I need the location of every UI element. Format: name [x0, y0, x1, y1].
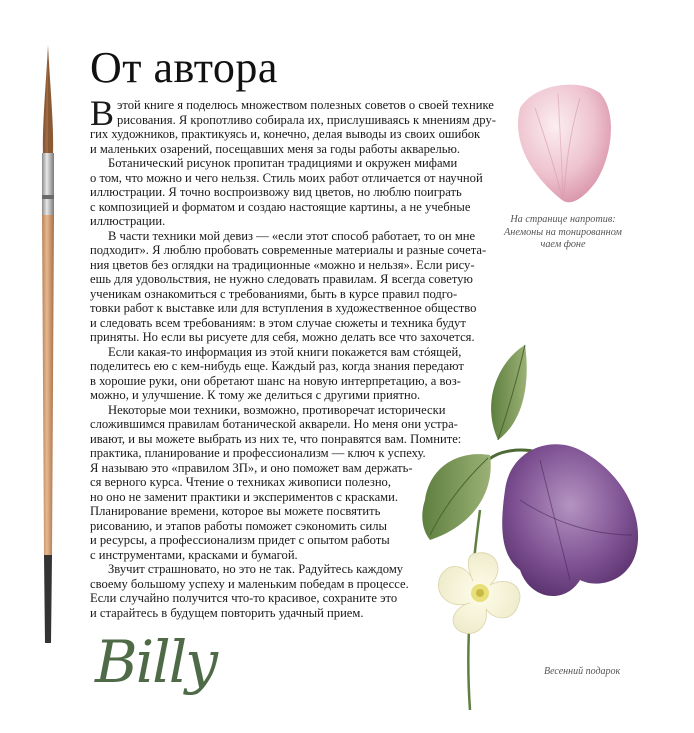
flowers-caption: Весенний подарок	[544, 666, 621, 677]
paragraph-5: Некоторые мои техники, возможно, противоречат исторически сложившимся правилам ботанической акварели. Но меня они устра- ивают, и вы можете выбрать из них те, что понравятся вам. Помните: практика, планирование и профессионализм — ключ к успеху. Я называю это «правилом 3П», и оно поможет вам держать- ся верного курса. Чтение о техниках живописи полезно, но оно не заменит практики и экспериментов с красками. Планирование времени, которое вы можете посвятить рисованию, и этапов работы поможет сэкономить силы и ресурсы, а профессионализм придет с опытом работы с инструментами, красками и бумагой.	[90, 402, 462, 562]
anemone-petal-illustration	[500, 78, 620, 208]
paragraph-2: Ботанический рисунок пропитан традициями и окружен мифами о том, что можно и чего нельзя. Стиль моих работ отличается от научной иллюстрации. Я точно воспроизвожу вид цветов, но люблю поиграть с композицией и форматом и создаю настоящие картины, а не учебные иллюстрации.	[90, 156, 483, 228]
paintbrush-illustration	[36, 45, 60, 645]
paragraph-1: Вэтой книге я поделюсь множеством полезных советов о своей технике рисования. Я кропотливо собирала их, прислушиваясь к мнениям дру- гих художников, практикуясь и, конечно, делая выводы из своих ошибок и маленьких озарений, посещавших меня за годы работы акварелью.	[90, 93, 496, 156]
paragraph-6: Звучит страшновато, но это не так. Радуйтесь каждому своему большому успеху и маленьким победам в процессе. Если случайно получится что-то красивое, сохраните это и старайтесь в будущем повторить удачный прием.	[90, 562, 409, 620]
drop-cap: В	[90, 93, 115, 133]
petal-caption: На странице напротив: Анемоны на тонированном чаем фоне	[504, 214, 622, 250]
paragraph-3: В части техники мой девиз — «если этот способ работает, то он мне подходит». Я люблю пробовать современные материалы и разные сочета- ния цветов без оглядки на традиционные «можно и нельзя». Если рису- ешь для удовольствия, не нужно следовать правилам. Я всегда советую ученикам ознакомиться с требованиями, быть в курсе правил подго- товки работ к выставке или для вступления в художественное общество и следовать всем требованиям: в этом случае сюжеты и техника будут приняты. Но если вы рисуете для себя, можно делать все что захочется.	[90, 228, 487, 344]
author-signature: Billy	[95, 628, 217, 696]
spring-flowers-illustration	[410, 340, 660, 720]
paragraph-4: Если какая-то информация из этой книги покажется вам стóящей, поделитесь ею с кем-нибудь еще. Каждый раз, когда знания передают в хорошие руки, они обретают шанс на новую интерпретацию, а воз- можно, и улучшение. К тому же делиться с другими приятно.	[90, 344, 464, 402]
page-title: От автора	[90, 43, 278, 92]
